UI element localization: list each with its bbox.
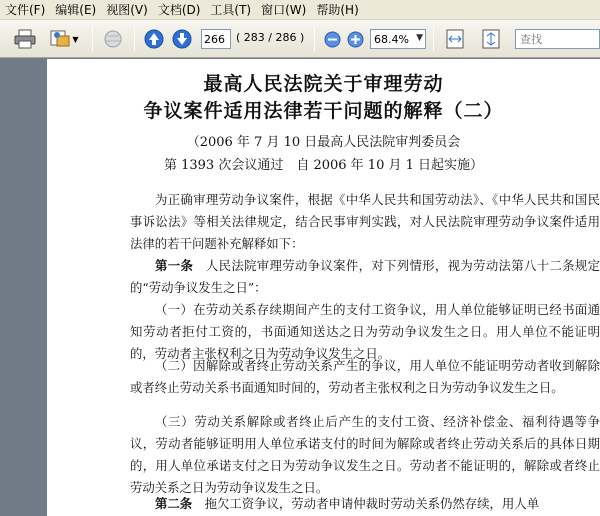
article-2-paragraph <box>130 493 600 515</box>
printer-icon <box>14 29 36 49</box>
previous-page-button[interactable] <box>142 28 166 50</box>
document-title-line-1: 最高人民法院关于审理劳动 <box>203 73 444 95</box>
comment-icon <box>49 29 71 49</box>
menu-edit[interactable]: 编辑(E) <box>55 2 97 17</box>
article-1-text: 人民法院审理劳动争议案件，对下列情形，视为劳动法第八十二条规定的“劳动争议发生之日”： <box>130 258 600 295</box>
attach-button[interactable] <box>100 28 126 50</box>
menu-document[interactable]: 文档(D) <box>157 2 201 17</box>
next-page-button[interactable] <box>170 28 194 50</box>
menu-view[interactable]: 视图(V) <box>106 2 148 17</box>
fit-page-icon <box>480 28 502 50</box>
search-input[interactable] <box>515 29 600 49</box>
page-number-input[interactable] <box>201 29 231 49</box>
article-1-heading: 第一条 <box>155 258 194 273</box>
toolbar-divider <box>433 27 434 51</box>
zoom-select[interactable] <box>370 29 426 49</box>
menu-help[interactable]: 帮助(H) <box>316 2 359 17</box>
menu-tools[interactable]: 工具(T) <box>210 2 252 17</box>
page-count: ( 283 / 286 ) <box>236 31 305 44</box>
toolbar <box>0 20 600 58</box>
document-subtitle-line-2: 第 1393 次会议通过 自 2006 年 10 月 1 日起实施） <box>163 158 484 173</box>
comment-button[interactable] <box>46 28 82 50</box>
item-3-paragraph: （三）劳动关系解除或者终止后产生的支付工资、经济补偿金、福利待遇等争议，劳动者能够证明用人单位承诺支付的时间为解除或者终止劳动关系后的具体日期的，用人单位承诺支付之日为劳动争议发生之日。劳动者不能证明的，解除或者终止劳动关系之日为劳动争议发生之日。 <box>130 414 600 495</box>
toolbar-divider <box>92 27 93 51</box>
menu-file[interactable]: 文件(F) <box>5 2 46 17</box>
globe-icon <box>102 29 124 49</box>
fit-width-button[interactable] <box>441 28 469 50</box>
article-1-paragraph <box>130 255 600 299</box>
document-viewport[interactable] <box>0 59 600 516</box>
pdf-page <box>47 59 600 516</box>
item-2-paragraph: （二）因解除或者终止劳动关系产生的争议，用人单位不能证明劳动者收到解除或者终止劳动关系书面通知时间的，劳动者主张权利之日为劳动争议发生之日。 <box>130 358 600 395</box>
item-1-paragraph: （一）在劳动关系存续期间产生的支付工资争议，用人单位能够证明已经书面通知劳动者拒付工资的，书面通知送达之日为劳动争议发生之日。用人单位不能证明的，劳动者主张权利之日为劳动争议发生之日。 <box>130 302 600 361</box>
menu-bar <box>0 0 600 20</box>
chevron-down-icon: ▼ <box>72 34 79 44</box>
arrow-up-icon <box>144 29 164 49</box>
chevron-down-icon: ▼ <box>416 33 423 43</box>
fit-width-icon <box>444 28 466 50</box>
zoom-value: 68.4% <box>374 32 409 46</box>
zoom-in-button[interactable] <box>345 28 365 50</box>
zoom-out-button[interactable] <box>322 28 342 50</box>
toolbar-divider <box>314 27 315 51</box>
article-2-heading: 第二条 <box>155 496 193 511</box>
plus-icon <box>347 31 364 48</box>
article-2-text: 拖欠工资争议，劳动者申请仲裁时劳动关系仍然存续，用人单 <box>204 496 540 511</box>
minus-icon <box>324 31 341 48</box>
menu-window[interactable]: 窗口(W) <box>261 2 307 17</box>
toolbar-divider <box>134 27 135 51</box>
intro-paragraph: 为正确审理劳动争议案件，根据《中华人民共和国劳动法》、《中华人民共和国民事诉讼法》等相关法律规定，结合民事审判实践，对人民法院审理劳动争议案件适用法律的若干问题补充解释如下： <box>130 192 600 251</box>
print-button[interactable] <box>12 28 38 50</box>
arrow-down-icon <box>172 29 192 49</box>
document-subtitle-line-1: （2006 年 7 月 10 日最高人民法院审判委员会 <box>186 135 461 150</box>
document-title-line-2: 争议案件适用法律若干问题的解释（二） <box>143 100 504 122</box>
fit-page-button[interactable] <box>477 28 505 50</box>
